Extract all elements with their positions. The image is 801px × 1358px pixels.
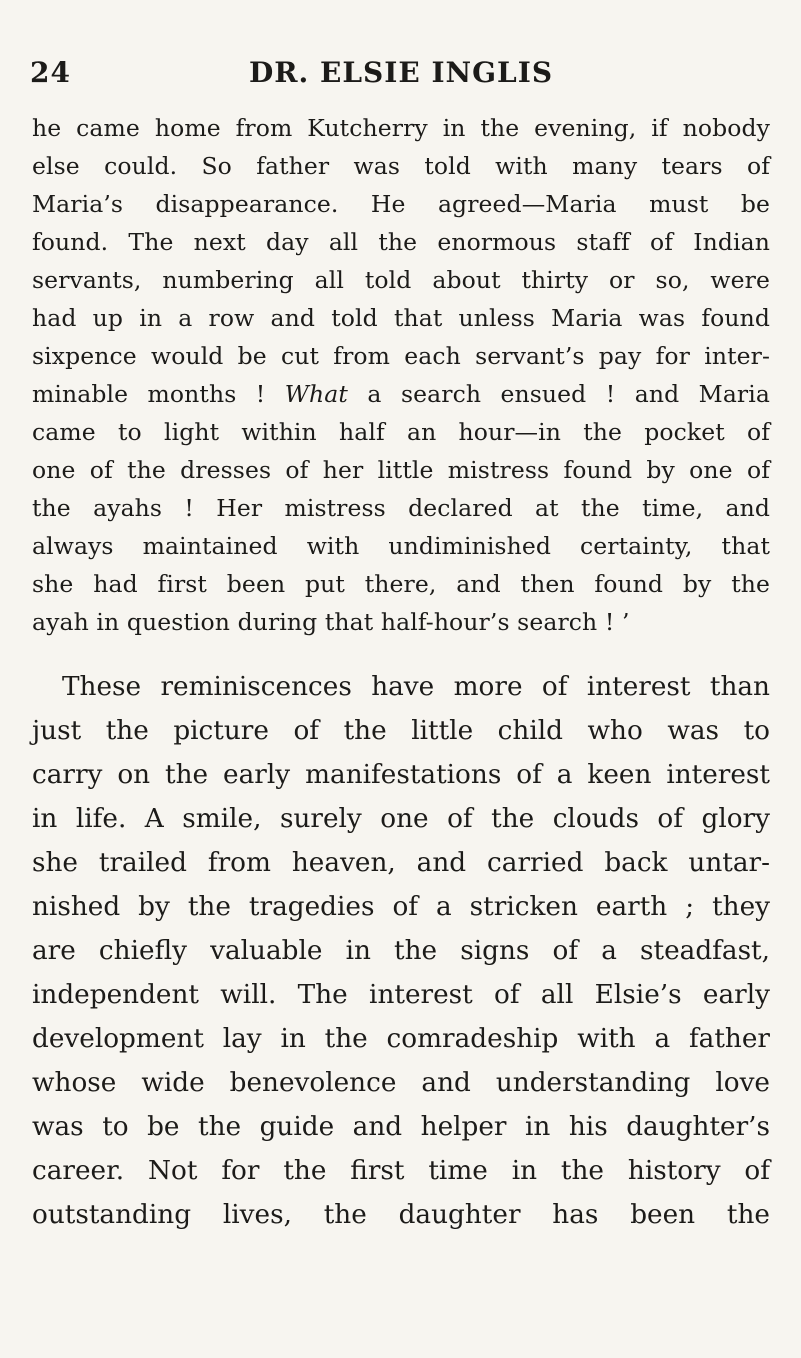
body-line: development lay in the comradeship with a father	[32, 1024, 770, 1054]
body-line: she trailed from heaven, and carried back untar-	[32, 848, 770, 878]
page-header	[30, 56, 772, 96]
body-line: outstanding lives, the daughter has been the	[32, 1200, 770, 1230]
quote-line-part: minable months !	[32, 380, 266, 408]
quote-line-with-italic	[32, 375, 770, 413]
body-line: whose wide benevolence and understanding love	[32, 1068, 770, 1098]
quote-line: had up in a row and told that unless Maria was found	[32, 304, 770, 332]
quote-line: always maintained with undiminished certainty, that	[32, 532, 770, 560]
italic-word: What	[284, 380, 348, 408]
body-line: carry on the early manifestations of a keen interest	[32, 760, 770, 790]
quote-line: found. The next day all the enormous staff of Indian	[32, 228, 770, 256]
body-line: are chiefly valuable in the signs of a steadfast,	[32, 936, 770, 966]
body-line: was to be the guide and helper in his daughter’s	[32, 1112, 770, 1142]
quote-line: Maria’s disappearance. He agreed—Maria must be	[32, 190, 770, 218]
body-line: just the picture of the little child who was to	[32, 716, 770, 746]
running-title: DR. ELSIE INGLIS	[248, 56, 554, 89]
quote-line: one of the dresses of her little mistress found by one of	[32, 456, 770, 484]
body-line: career. Not for the first time in the history of	[32, 1156, 770, 1186]
quote-line: the ayahs ! Her mistress declared at the time, and	[32, 494, 770, 522]
page-number: 24	[30, 56, 71, 89]
body-line: independent will. The interest of all Elsie’s early	[32, 980, 770, 1010]
quote-line: else could. So father was told with many tears of	[32, 152, 770, 180]
quote-line: came to light within half an hour—in the pocket of	[32, 418, 770, 446]
body-line: nished by the tragedies of a stricken earth ; they	[32, 892, 770, 922]
quote-line: she had first been put there, and then found by the	[32, 570, 770, 598]
body-line: These reminiscences have more of interest than	[62, 672, 770, 702]
quote-line-part: a search ensued ! and Maria	[367, 380, 770, 408]
quote-line: he came home from Kutcherry in the evening, if nobody	[32, 114, 770, 142]
quote-line-last: ayah in question during that half-hour’s search ! ’	[32, 608, 630, 636]
body-line: in life. A smile, surely one of the clouds of glory	[32, 804, 770, 834]
quote-line: servants, numbering all told about thirty or so, were	[32, 266, 770, 294]
quote-line: sixpence would be cut from each servant’s pay for inter-	[32, 342, 770, 370]
